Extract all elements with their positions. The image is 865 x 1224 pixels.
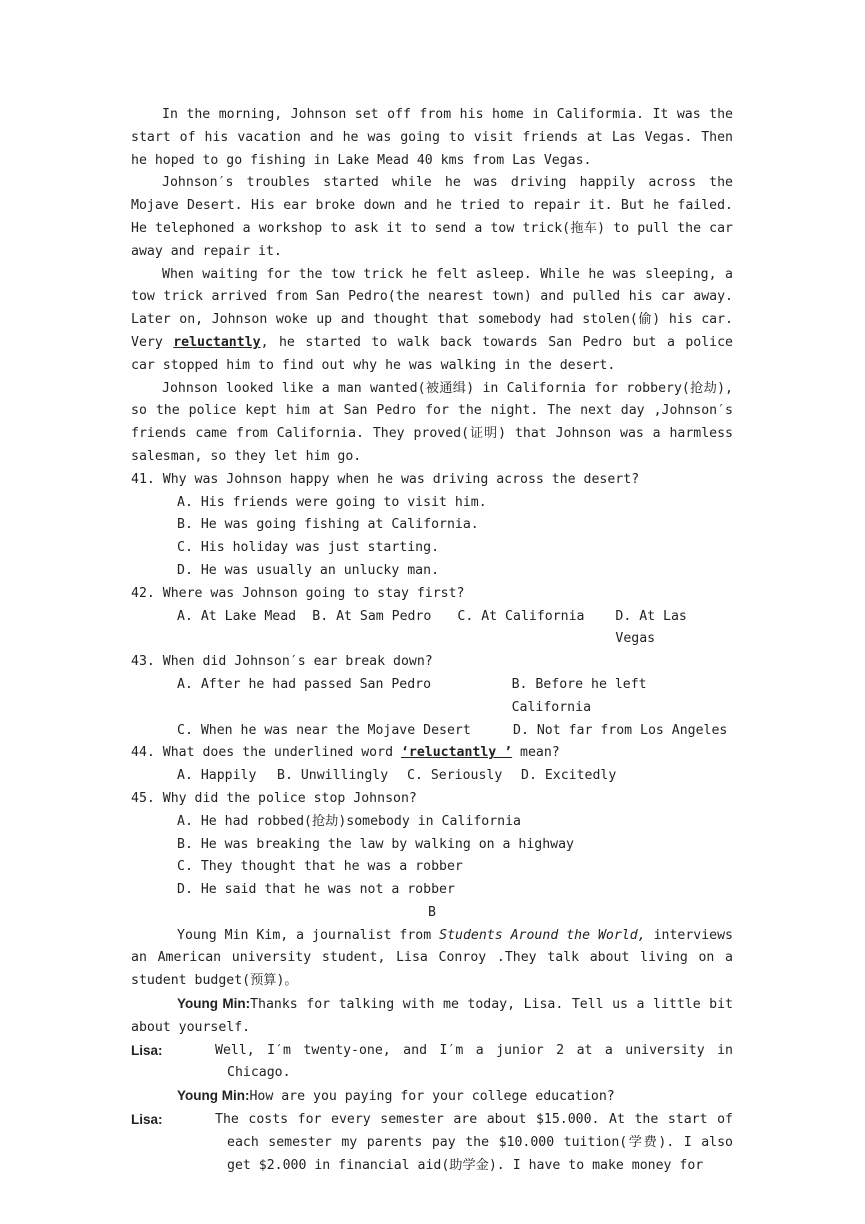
option: B. Unwillingly <box>277 768 389 784</box>
dialogue-line <box>131 1085 733 1109</box>
paragraph-text: When waiting for the tow trick he felt asleep. While he was sleeping, a tow trick arrived from San Pedro(the nearest town) and pulled his car away. Later on, Johnson woke up and thought that somebody had stolen(偷) his car. Very <box>131 266 733 350</box>
option: D. He was usually an unlucky man. <box>177 562 440 578</box>
question-44 <box>131 742 733 765</box>
option: A. After he had passed San Pedro <box>177 676 432 692</box>
dialogue-line <box>131 993 733 1040</box>
question-text: mean? <box>512 745 560 761</box>
dialogue-line <box>85 1109 733 1177</box>
dialogue-text: Thanks for talking with me today, Lisa. Tell us a little bit about yourself. <box>131 997 733 1035</box>
options-row <box>131 765 733 788</box>
option: B. At Sam Pedro <box>312 608 432 624</box>
option: C. When he was near the Mojave Desert <box>177 722 471 738</box>
question-text: 44. What does the underlined word <box>131 745 401 761</box>
question-45: 45. Why did the police stop Johnson? <box>131 790 417 806</box>
options-row <box>131 720 733 743</box>
options-row <box>131 606 733 652</box>
dialogue-text: How are you paying for your college education? <box>249 1089 615 1105</box>
option: D. Not far from Los Angeles <box>513 722 728 738</box>
option: D. At Las Vegas <box>615 608 687 647</box>
paragraph-text: , he started to walk back towards San Pedro but a police car stopped him to find out why he was walking in the desert. <box>131 334 733 373</box>
dialogue-text: The costs for every semester are about $15.000. At the start of each semester my parents pay the $10.000 tuition(学费). I also get $2.000 in financial aid(助学金). I have to make money for <box>215 1112 733 1173</box>
option: C. They thought that he was a robber <box>177 859 463 875</box>
speaker-label: Young Min: <box>177 1088 250 1104</box>
interview-intro <box>131 925 733 993</box>
question-42: 42. Where was Johnson going to stay first? <box>131 585 465 601</box>
option: C. His holiday was just starting. <box>177 540 440 556</box>
passage-paragraph: Johnson looked like a man wanted(被通缉) in California for robbery(抢劫), so the police kept him at San Pedro for the night. The next day ,Johnson′s friends came from California. They proved(证明) that Johnson was a harmless salesman, so they let him go. <box>131 380 733 464</box>
speaker-label: Young Min: <box>177 996 251 1012</box>
section-heading: B <box>428 904 436 920</box>
publication-title: Students Around the World, <box>439 927 646 943</box>
intro-text: interviews an American university student, Lisa Conroy .They talk about living on a student budget(预算)。 <box>131 927 733 989</box>
option: D. He said that he was not a robber <box>177 882 455 898</box>
underlined-word: ‘reluctantly ’ <box>400 745 513 761</box>
option: C. Seriously <box>407 768 503 784</box>
options-row <box>131 674 733 720</box>
dialogue-line <box>85 1040 733 1086</box>
passage-paragraph: Johnson′s troubles started while he was driving happily across the Mojave Desert. His ear broke down and he tried to repair it. But he failed. He telephoned a workshop to ask it to send a tow trick(拖车) to pull the car away and repair it. <box>131 175 733 259</box>
document-page <box>131 104 733 1177</box>
dialogue-text: Well, I′m twenty-one, and I′m a junior 2 at a university in Chicago. <box>215 1042 733 1081</box>
option: A. At Lake Mead <box>177 608 297 624</box>
option: A. Happily <box>177 768 257 784</box>
intro-text: Young Min Kim, a journalist from <box>177 927 440 943</box>
option: C. At California <box>457 608 585 624</box>
option: A. He had robbed(抢劫)somebody in California <box>177 813 521 829</box>
question-43: 43. When did Johnson′s ear break down? <box>131 654 433 670</box>
option: B. He was going fishing at California. <box>177 517 479 533</box>
underlined-word: reluctantly <box>173 334 261 350</box>
option: A. His friends were going to visit him. <box>177 494 487 510</box>
speaker-label: Lisa: <box>131 1112 163 1128</box>
option: D. Excitedly <box>521 768 617 784</box>
question-41: 41. Why was Johnson happy when he was driving across the desert? <box>131 471 640 487</box>
passage-paragraph: In the morning, Johnson set off from his home in Califormia. It was the start of his vacation and he was going to visit friends at Las Vegas. Then he hoped to go fishing in Lake Mead 40 kms from Las Vegas. <box>131 107 733 168</box>
passage-paragraph <box>131 264 733 378</box>
option: B. Before he left California <box>511 676 647 715</box>
speaker-label: Lisa: <box>131 1042 163 1058</box>
option: B. He was breaking the law by walking on a highway <box>177 836 574 852</box>
